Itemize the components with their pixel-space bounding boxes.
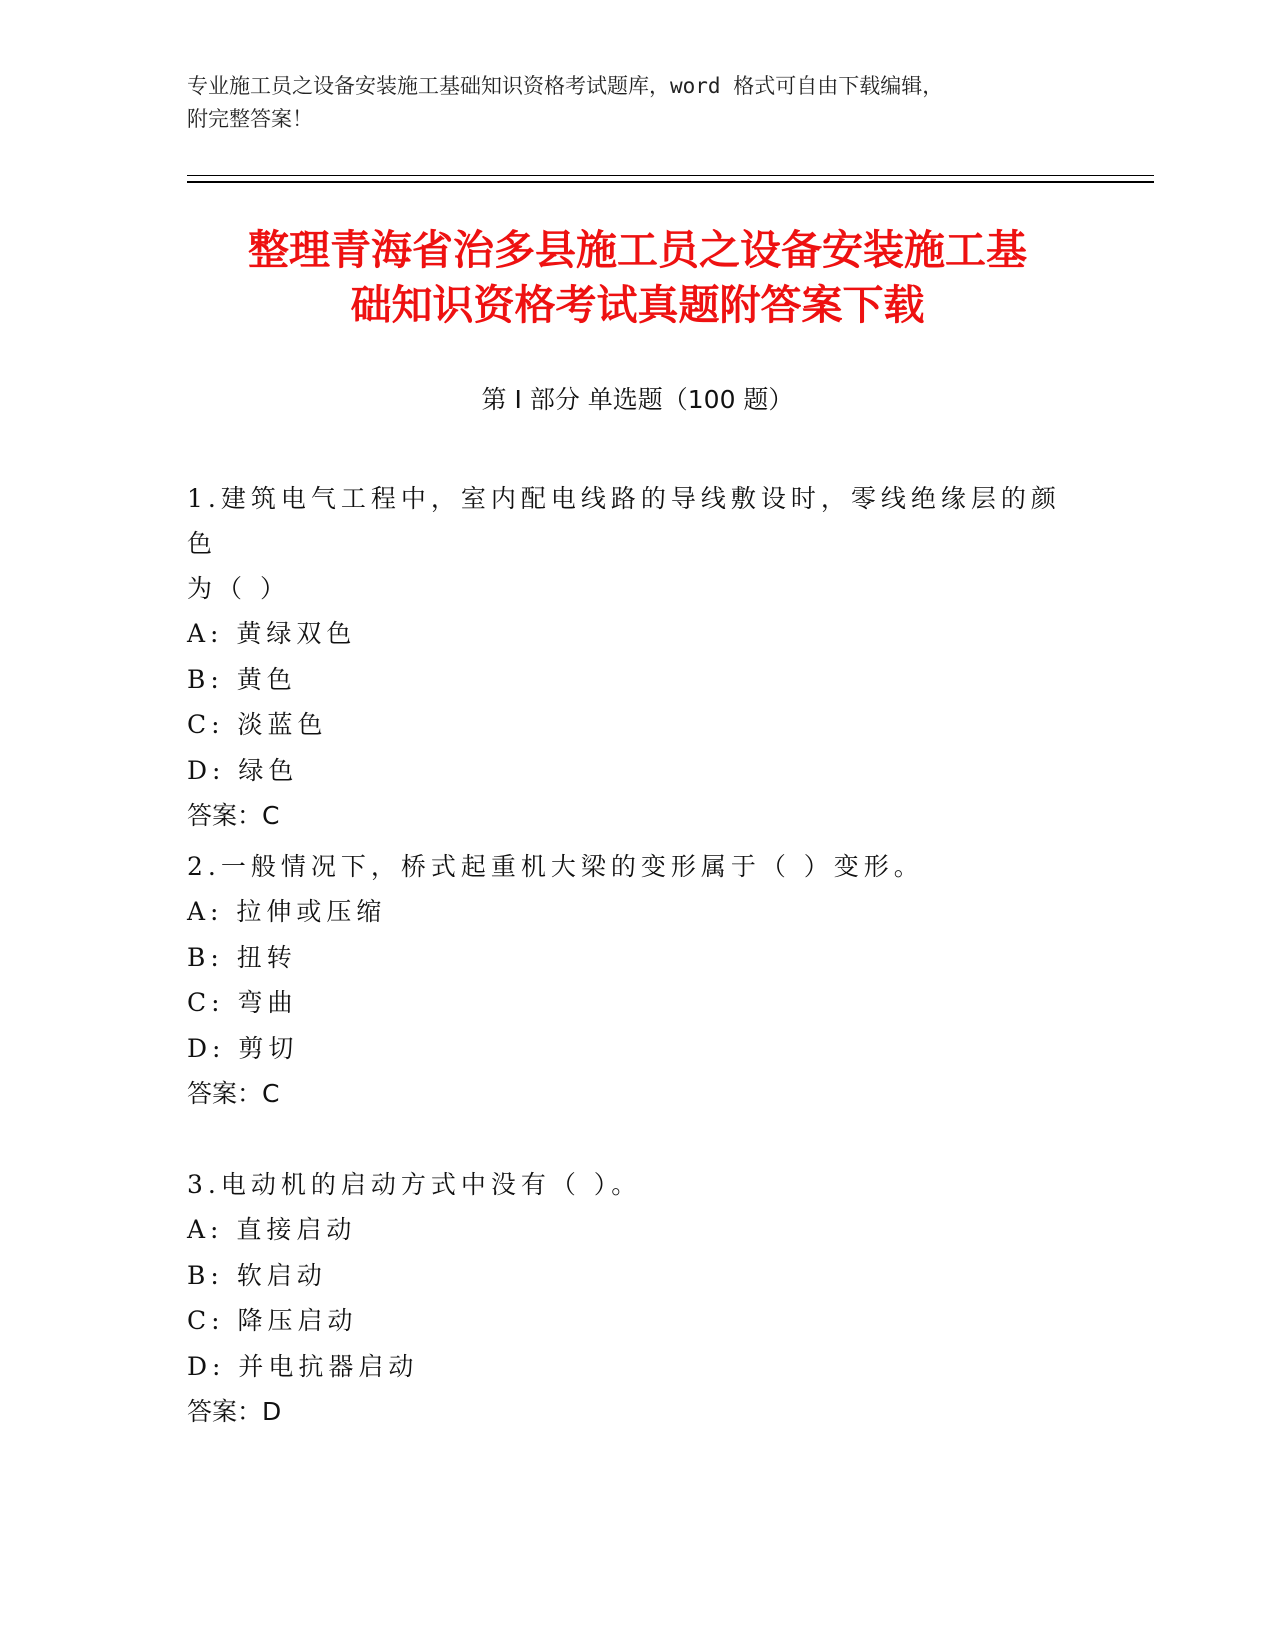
document-title-line-2: 础知识资格考试真题附答案下载: [350, 281, 925, 329]
option-b: B: 软启动: [187, 1260, 327, 1290]
question-3: [187, 1162, 1067, 1434]
option-a: A: 黄绿双色: [187, 619, 357, 648]
header-divider-bottom: [187, 181, 1154, 183]
document-title-line-1: 整理青海省治多县施工员之设备安装施工基: [248, 226, 1027, 274]
question-1: [187, 476, 1067, 838]
question-text: 3.电动机的启动方式中没有（ ）。: [187, 1170, 642, 1199]
option-c: C: 降压启动: [187, 1306, 358, 1335]
header-note-line-2: 附完整答案！: [187, 107, 313, 131]
question-text: 2.一般情况下，桥式起重机大梁的变形属于（ ）变形。: [187, 852, 924, 881]
option-a: A: 拉伸或压缩: [187, 897, 387, 926]
option-d: D: 剪切: [187, 1033, 299, 1063]
header-note-line-1: 专业施工员之设备安装施工基础知识资格考试题库，word 格式可自由下载编辑，: [187, 74, 944, 98]
answer: 答案：C: [187, 1079, 280, 1108]
option-d: D: 绿色: [187, 755, 299, 785]
option-c: C: 淡蓝色: [187, 710, 328, 739]
option-d: D: 并电抗器启动: [187, 1351, 419, 1381]
question-2: [187, 844, 1067, 1116]
header-note: [187, 70, 1087, 136]
option-c: C: 弯曲: [187, 988, 298, 1017]
option-b: B: 黄色: [187, 664, 297, 694]
header-divider-top: [187, 175, 1154, 176]
answer: 答案：C: [187, 801, 280, 830]
section-heading: 第 I 部分 单选题（100 题）: [481, 385, 794, 414]
question-text: 1.建筑电气工程中，室内配电线路的导线敷设时，零线绝缘层的颜色: [187, 484, 1061, 558]
question-text-continued: 为（ ）: [187, 574, 290, 603]
document-title: [150, 223, 1125, 333]
option-a: A: 直接启动: [187, 1215, 357, 1244]
answer: 答案：D: [187, 1397, 282, 1426]
option-b: B: 扭转: [187, 942, 297, 972]
